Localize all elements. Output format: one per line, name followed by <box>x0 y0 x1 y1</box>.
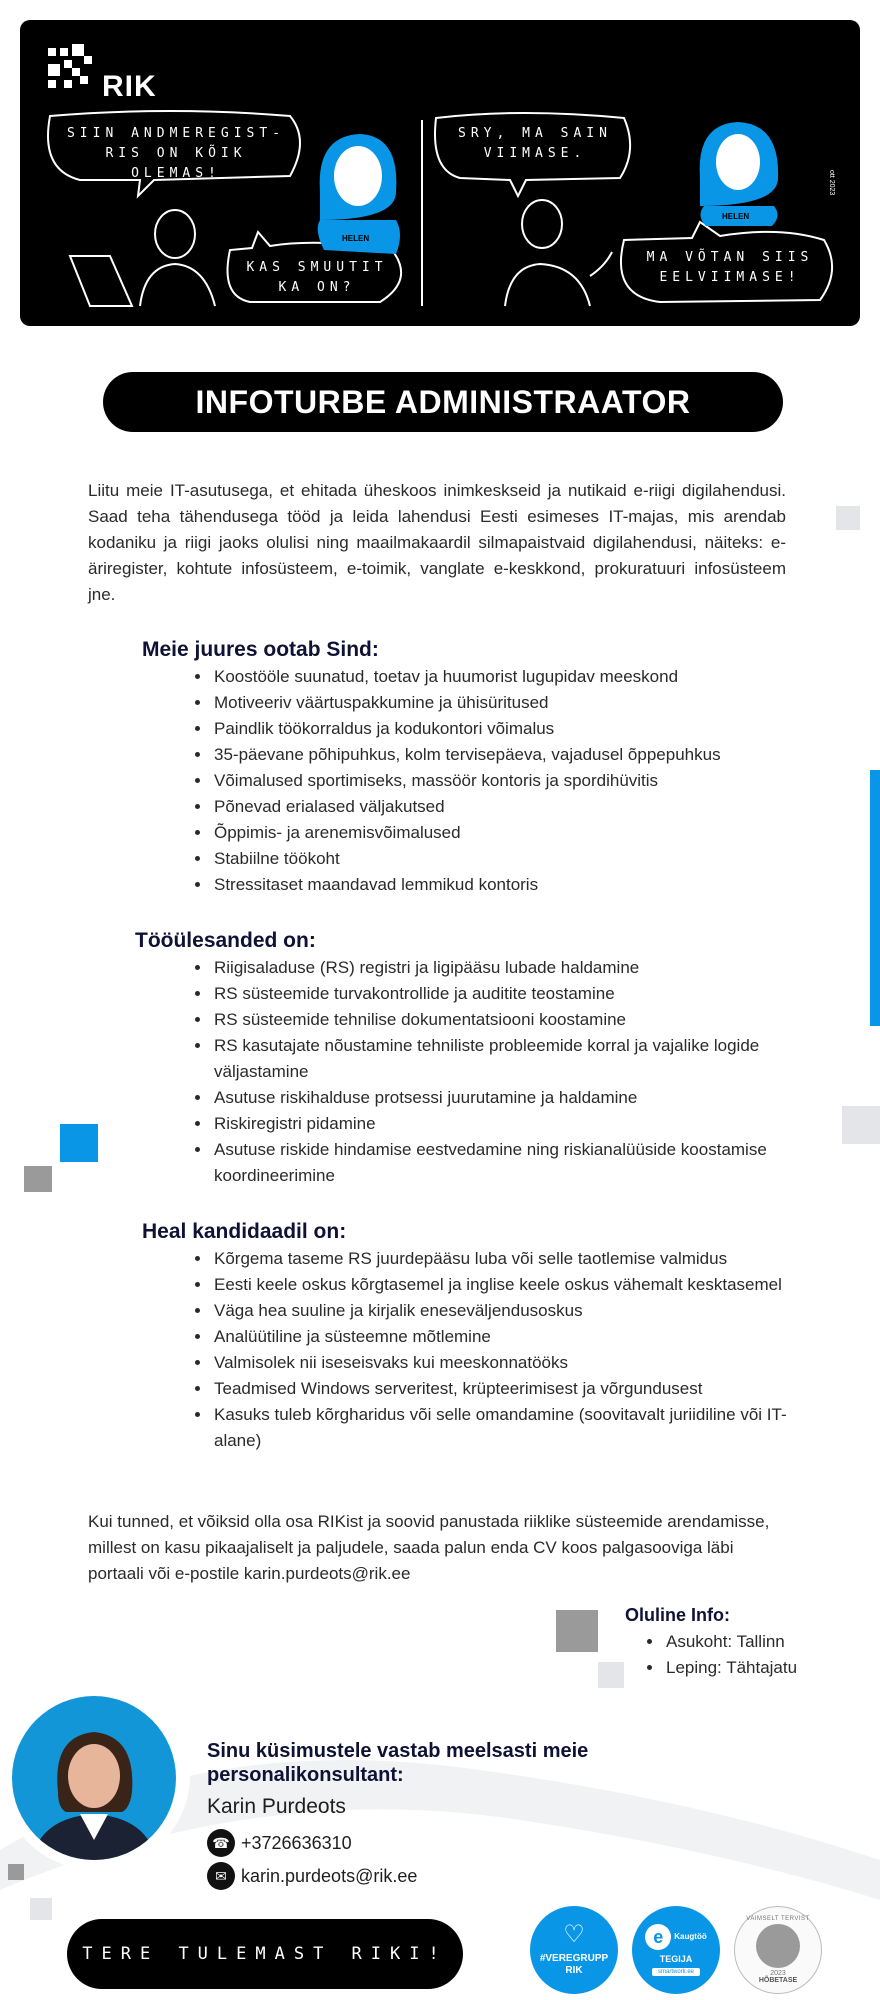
decor-square <box>836 506 860 530</box>
list-item: • RS kasutajate nõustamine tehniliste probleemide korral ja vajalike logide väljastamine <box>212 1033 772 1085</box>
veregrupp-badge <box>530 1906 618 1994</box>
list-item: • Riigisaladuse (RS) registri ja ligipääsu lubade haldamine <box>212 955 772 981</box>
list-item: • Leping: Tähtajatu <box>664 1655 797 1681</box>
list-item: • Põnevad erialased väljakutsed <box>212 794 782 820</box>
candidate-heading: Heal kandidaadil on: <box>142 1220 347 1243</box>
contact-phone[interactable]: +3726636310 <box>241 1832 352 1853</box>
info-list <box>638 1629 797 1681</box>
list-item: • Riskiregistri pidamine <box>212 1111 772 1137</box>
decor-square <box>24 1166 52 1192</box>
comic-bubble-text: SRY, MA SAIN VIIMASE. <box>458 126 612 161</box>
contact-heading: Sinu küsimustele vastab meelsasti meie personalikonsultant: <box>207 1740 589 1786</box>
badge-label: #VEREGRUPP RIK <box>539 1953 609 1976</box>
helmet-label: HELEN <box>722 212 750 221</box>
helmet-label: HELEN <box>342 234 370 243</box>
decor-accent-bar <box>870 770 880 1026</box>
contact-phone-row[interactable] <box>207 1829 352 1857</box>
avatar <box>12 1696 176 1860</box>
list-item: • Stabiilne töökoht <box>212 846 782 872</box>
list-item: • Asukoht: Tallinn <box>664 1629 797 1655</box>
comic-bubble-text: KAS SMUUTIT KA ON? <box>246 260 388 295</box>
decor-square <box>556 1610 598 1652</box>
benefits-list <box>186 664 782 898</box>
decor-square <box>598 1662 624 1688</box>
letter-e-icon: e <box>645 1924 671 1950</box>
list-item: • Valmisolek nii iseseisvaks kui meeskonnatööks <box>212 1350 792 1376</box>
decor-square <box>842 1106 880 1144</box>
list-item: • Teadmised Windows serveritest, krüpteerimisest ja võrgundusest <box>212 1376 792 1402</box>
badge-url: smartwork.ee <box>652 1968 700 1976</box>
rik-logo: RIK <box>102 70 157 103</box>
tasks-heading: Tööülesanded on: <box>135 929 316 952</box>
welcome-text: TERE TULEMAST RIKI! <box>82 1944 448 1964</box>
tervist-badge <box>734 1906 822 1994</box>
list-item: • Kõrgema taseme RS juurdepääsu luba või selle taotlemise valmidus <box>212 1246 792 1272</box>
mail-icon: ✉ <box>207 1862 235 1890</box>
decor-square <box>8 1864 24 1880</box>
list-item: • Asutuse riskide hindamise eestvedamine ning riskianalüüside koostamise koordineerimine <box>212 1137 772 1189</box>
list-item: • Motiveeriv väärtuspakkumine ja ühisüritused <box>212 690 782 716</box>
badge-label: VAIMSELT TERVIST <box>746 1916 810 1922</box>
comic-bubble-text: MA VÕTAN SIIS EELVIIMASE! <box>646 250 814 285</box>
list-item: • Asutuse riskihalduse protsessi juurutamine ja haldamine <box>212 1085 772 1111</box>
person-photo-icon <box>12 1696 176 1860</box>
list-item: • Paindlik töökorraldus ja kodukontori võimalus <box>212 716 782 742</box>
heart-drop-icon: ♡ <box>563 1921 585 1948</box>
list-item: • Võimalused sportimiseks, massöör kontoris ja spordihüvitis <box>212 768 782 794</box>
job-title: INFOTURBE ADMINISTRAATOR <box>195 383 691 420</box>
benefits-heading: Meie juures ootab Sind: <box>142 638 379 661</box>
list-item: • Eesti keele oskus kõrgtasemel ja inglise keele oskus vähemalt kesktasemel <box>212 1272 792 1298</box>
list-item: • Analüütiline ja süsteemne mõtlemine <box>212 1324 792 1350</box>
list-item: • Väga hea suuline ja kirjalik eneseväljendusoskus <box>212 1298 792 1324</box>
info-heading: Oluline Info: <box>625 1605 730 1625</box>
head-profile-icon <box>756 1924 800 1968</box>
list-item: • Koostööle suunatud, toetav ja huumorist lugupidav meeskond <box>212 664 782 690</box>
comic-bubble-text: SIIN ANDMEREGIST- RIS ON KÕIK OLEMAS! <box>66 126 286 181</box>
contact-email[interactable]: karin.purdeots@rik.ee <box>241 1865 418 1886</box>
contact-name: Karin Purdeots <box>207 1795 346 1818</box>
list-item: • Stressitaset maandavad lemmikud kontoris <box>212 872 782 898</box>
list-item: • RS süsteemide turvakontrollide ja auditite teostamine <box>212 981 772 1007</box>
outro-paragraph: Kui tunned, et võiksid olla osa RIKist ja soovid panustada riiklike süsteemide arendamisse, millest on kasu pikaajaliselt ja paljudele, saada palun enda CV koos palgasooviga läbi portaali või e-postile karin.purdeots@rik.ee <box>88 1512 770 1583</box>
kaugtoo-badge <box>632 1906 720 1994</box>
badge-label: 2023 <box>770 1970 786 1977</box>
badge-label: Kaugtöö <box>674 1932 707 1941</box>
welcome-banner <box>67 1919 463 1989</box>
list-item: • 35-päevane põhipuhkus, kolm tervisepäeva, vajadusel õppepuhkus <box>212 742 782 768</box>
job-title-banner <box>103 372 783 432</box>
badge-label: HÕBETASE <box>758 1977 798 1984</box>
decor-square <box>30 1898 52 1920</box>
tasks-list <box>186 955 772 1189</box>
tasks-section <box>135 929 785 1189</box>
list-item: • RS süsteemide tehnilise dokumentatsiooni koostamine <box>212 1007 772 1033</box>
candidate-list <box>186 1246 792 1454</box>
list-item: • Õppimis- ja arenemisvõimalused <box>212 820 782 846</box>
phone-icon: ☎ <box>207 1829 235 1857</box>
comic-banner <box>20 20 860 326</box>
decor-square <box>60 1124 98 1162</box>
artist-signature: ott 2023 <box>828 170 835 196</box>
list-item: • Kasuks tuleb kõrgharidus või selle omandamine (soovitavalt juriidiline või IT-alane) <box>212 1402 792 1454</box>
intro-paragraph: Liitu meie IT-asutusega, et ehitada üheskoos inimkeskseid ja nutikaid e-riigi digilahendusi. Saad teha tähendusega tööd ja leida lahendusi Eesti esimeses IT-majas, mis arendab kodaniku ja riigi jaoks olulisi ning maailmakaardil silmapaistvaid digilahendusi, näiteks: e-äriregister, kohtute infosüsteem, e-toimik, vanglate e-keskkond, prokuratuuri infosüsteem jne. <box>88 481 786 604</box>
badge-label: TEGIJA <box>659 1954 693 1964</box>
benefits-section <box>142 638 782 898</box>
candidate-section <box>142 1220 792 1454</box>
contact-email-row[interactable] <box>207 1862 417 1890</box>
